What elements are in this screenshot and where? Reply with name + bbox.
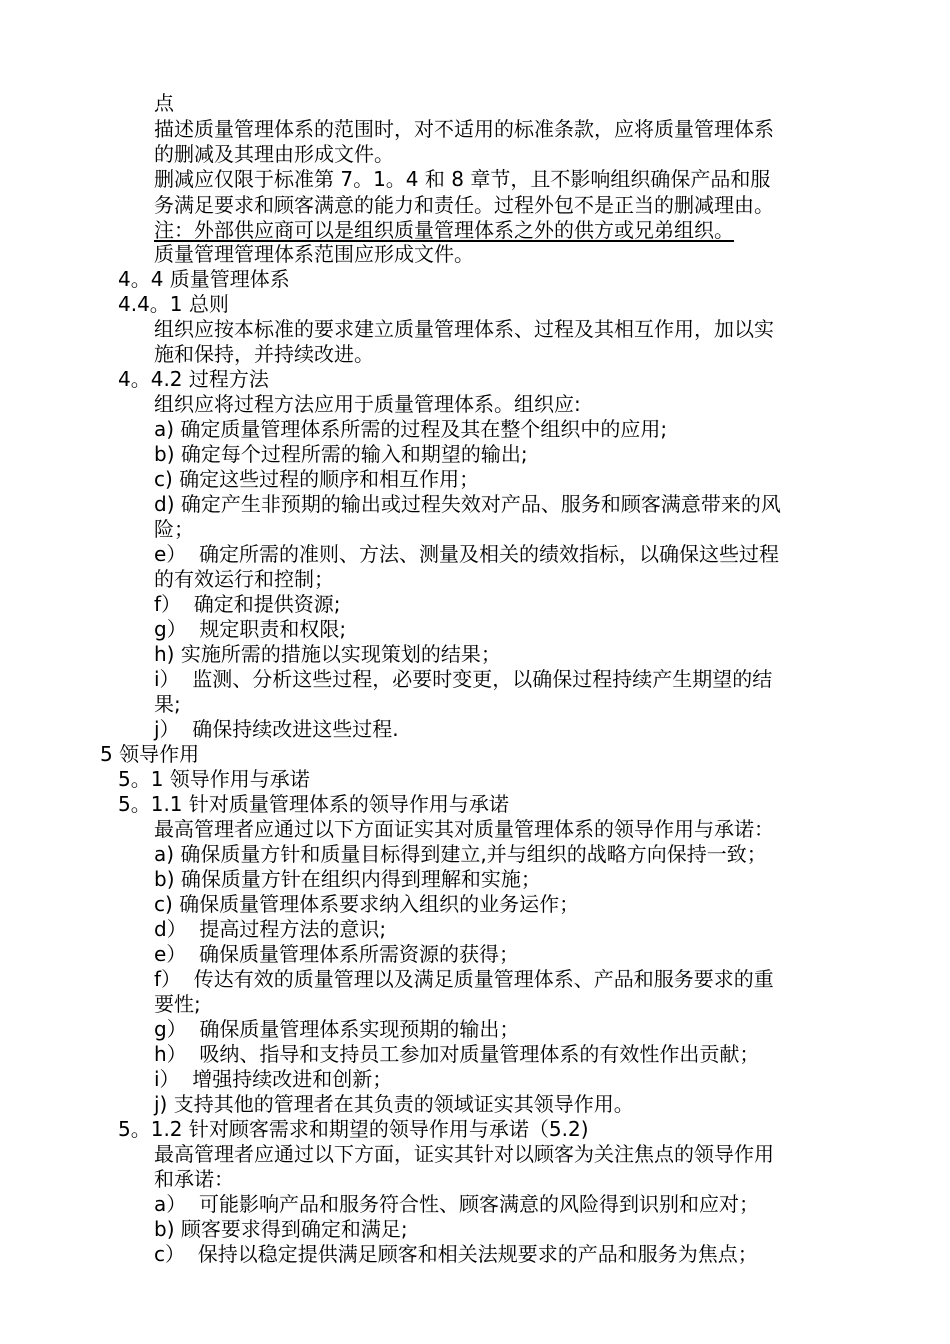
text-line: 组织应按本标准的要求建立质量管理体系、过程及其相互作用，加以实	[154, 317, 774, 341]
text-line: 的有效运行和控制；	[154, 567, 334, 591]
section-heading: 4。4 质量管理体系	[118, 267, 290, 291]
list-item: c) 确定这些过程的顺序和相互作用；	[154, 467, 480, 491]
section-heading: 4。4.2 过程方法	[118, 367, 269, 391]
text-line: 要性;	[154, 992, 201, 1016]
section-heading: 4.4。1 总则	[118, 292, 229, 316]
text-line: 和承诺：	[154, 1167, 234, 1191]
text-line: 最高管理者应通过以下方面，证实其针对以顾客为关注焦点的领导作用	[154, 1142, 774, 1166]
list-item: f） 确定和提供资源;	[154, 592, 341, 616]
list-item: i） 监测、分析这些过程，必要时变更，以确保过程持续产生期望的结	[154, 667, 773, 691]
list-item: c) 确保质量管理体系要求纳入组织的业务运作；	[154, 892, 580, 916]
list-item: g） 规定职责和权限;	[154, 617, 347, 641]
list-item: i） 增强持续改进和创新；	[154, 1067, 393, 1091]
section-heading: 5。1.2 针对顾客需求和期望的领导作用与承诺（5.2)	[118, 1117, 589, 1141]
list-item: a) 确保质量方针和质量目标得到建立,并与组织的战略方向保持一致；	[154, 842, 767, 866]
text-line: 组织应将过程方法应用于质量管理体系。组织应:	[154, 392, 581, 416]
list-item: e） 确保质量管理体系所需资源的获得；	[154, 942, 520, 966]
text-line: 果;	[154, 692, 181, 716]
text-line: 的删减及其理由形成文件。	[154, 142, 394, 166]
list-item: h） 吸纳、指导和支持员工参加对质量管理体系的有效性作出贡献；	[154, 1042, 760, 1066]
text-line: 删减应仅限于标准第 7。1。4 和 8 章节，且不影响组织确保产品和服	[154, 167, 771, 191]
section-heading: 5。1.1 针对质量管理体系的领导作用与承诺	[118, 792, 509, 816]
list-item: c） 保持以稳定提供满足顾客和相关法规要求的产品和服务为焦点；	[154, 1242, 758, 1266]
list-item: j） 确保持续改进这些过程.	[154, 717, 399, 741]
list-item: g） 确保质量管理体系实现预期的输出；	[154, 1017, 520, 1041]
list-item: b) 确定每个过程所需的输入和期望的输出;	[154, 442, 528, 466]
list-item: e） 确定所需的准则、方法、测量及相关的绩效指标，以确保这些过程	[154, 542, 780, 566]
text-line: 最高管理者应通过以下方面证实其对质量管理体系的领导作用与承诺：	[154, 817, 774, 841]
text-line: 点	[154, 91, 174, 115]
list-item: a) 确定质量管理体系所需的过程及其在整个组织中的应用;	[154, 417, 668, 441]
list-item: h) 实施所需的措施以实现策划的结果；	[154, 642, 501, 666]
text-line: 务满足要求和顾客满意的能力和责任。过程外包不是正当的删减理由。	[154, 193, 774, 217]
list-item: b) 顾客要求得到确定和满足;	[154, 1217, 408, 1241]
list-item: d) 确定产生非预期的输出或过程失效对产品、服务和顾客满意带来的风	[154, 492, 781, 516]
list-item: f） 传达有效的质量管理以及满足质量管理体系、产品和服务要求的重	[154, 967, 774, 991]
list-item: b) 确保质量方针在组织内得到理解和实施；	[154, 867, 541, 891]
note-line: 注：外部供应商可以是组织质量管理体系之外的供方或兄弟组织。	[154, 218, 734, 242]
section-heading: 5。1 领导作用与承诺	[118, 767, 310, 791]
list-item: a） 可能影响产品和服务符合性、顾客满意的风险得到识别和应对；	[154, 1192, 759, 1216]
list-item: j) 支持其他的管理者在其负责的领域证实其领导作用。	[154, 1092, 634, 1116]
text-line: 质量管理管理体系范围应形成文件。	[154, 242, 474, 266]
text-line: 险；	[154, 517, 194, 541]
chapter-heading: 5 领导作用	[100, 742, 200, 766]
text-line: 施和保持，并持续改进。	[154, 342, 374, 366]
text-line: 描述质量管理体系的范围时，对不适用的标准条款，应将质量管理体系	[154, 117, 774, 141]
list-item: d） 提高过程方法的意识;	[154, 917, 387, 941]
